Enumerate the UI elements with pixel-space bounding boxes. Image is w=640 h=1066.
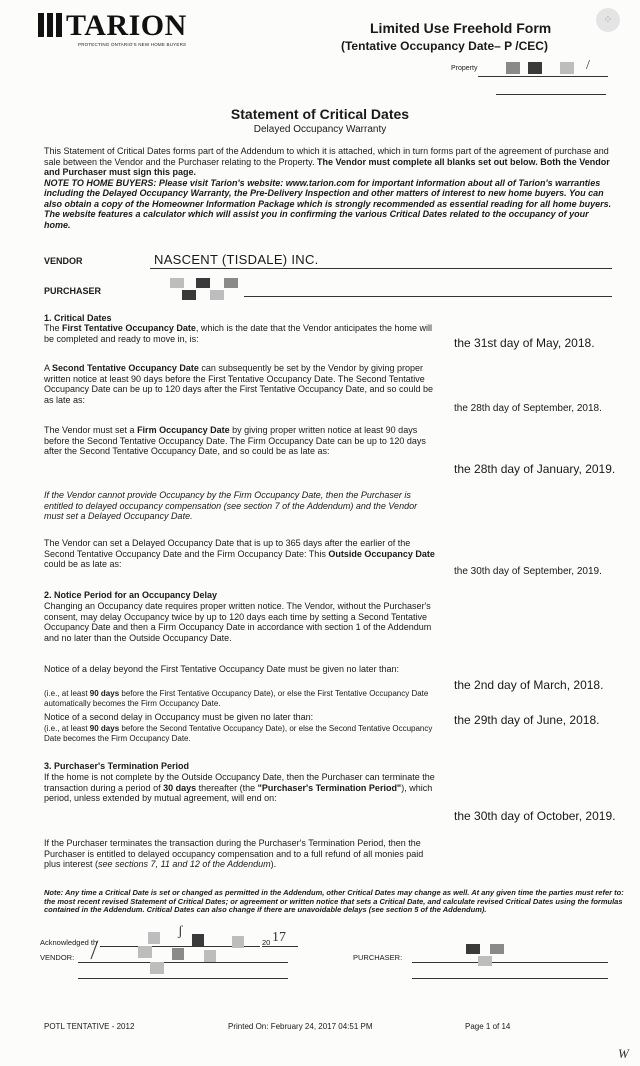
property-label: Property [451, 65, 478, 72]
second-tentative-text: A Second Tentative Occupancy Date can subsequently be set by the Vendor by giving proper written notice at least 90 days before the First Tentative Occupancy Date. The Second Tentative Occupancy Date can be up to 120 days after the First Tentative Occupancy Date, and so could be as late as: [44, 363, 434, 405]
purchaser-signature-line-2 [412, 978, 608, 979]
property-underline [478, 76, 608, 77]
vendor-label: VENDOR [44, 256, 83, 266]
acknowledged-label: Acknowledged th [40, 938, 98, 947]
footer-page-number: Page 1 of 14 [465, 1022, 511, 1031]
first-delay-text: Notice of a delay beyond the First Tentative Occupancy Date must be given no later than: [44, 664, 400, 674]
second-delay-date: the 29th day of June, 2018. [454, 713, 600, 727]
redaction-block [224, 278, 238, 288]
expand-icon[interactable]: ⁘ [596, 8, 620, 32]
property-underline-2 [496, 94, 606, 95]
purchaser-signature-line[interactable] [412, 962, 608, 963]
intro-paragraph-1: This Statement of Critical Dates forms part of the Addendum to which it is attached, which in turn forms part of the agreement of purchase and sale between the Vendor and the Purchaser relating to the Property. The Vendor must complete all blanks set out below. Both the Vendor and Purchaser must sign this page. [44, 146, 610, 177]
redaction-block [192, 934, 204, 946]
critical-dates-note: Note: Any time a Critical Date is set or changed as permitted in the Addendum, other Critical Dates may change as well. At any given time the parties must refer to: the most recent revised Statement of Critical Dates; or agreement or written notice that sets a Critical Date, and calculate revised Critical Dates using the formulas contained in the Addendum. Critical Dates can also change if there are unavoidable delays (see section 5 of the Addendum). [44, 888, 624, 915]
redaction-block [150, 962, 164, 974]
redaction-block [560, 62, 574, 74]
document-subtitle: Delayed Occupancy Warranty [253, 124, 387, 135]
second-delay-text: Notice of a second delay in Occupancy must be given no later than: [44, 712, 314, 722]
redaction-block [148, 932, 160, 944]
vendor-underline [150, 268, 612, 269]
redaction-block [204, 950, 216, 962]
second-delay-note: (i.e., at least 90 days before the Second Tentative Occupancy Date), or else the Second Tentative Occupancy Date becomes the Firm Occupancy Date. [44, 724, 433, 743]
year-prefix: 20 [262, 938, 271, 947]
section-1-heading: 1. Critical Dates [44, 313, 112, 323]
termination-period-text: If the home is not complete by the Outside Occupancy Date, then the Purchaser can terminate the transaction during a period of 30 days thereafter (the "Purchaser's Termination Period"), which period, unless extended by mutual agreement, will end on: [44, 772, 435, 803]
redaction-block [528, 62, 542, 74]
redaction-block [490, 944, 504, 954]
form-title: Limited Use Freehold Form [370, 20, 552, 36]
notice-period-text: Changing an Occupancy date requires proper written notice. The Vendor, without the Purchaser's consent, may delay Occupancy twice by up to 120 days each time by setting a Second Tentative Occupancy Date and then a Firm Occupancy Date in accordance with section 1 of the Addendum and no later than the Outside Occupancy Date. [44, 601, 432, 643]
first-tentative-text: The First Tentative Occupancy Date, which is the date that the Vendor anticipates the home will be completed and ready to move in, is: [44, 323, 433, 344]
vendor-signature-label: VENDOR: [40, 953, 75, 962]
second-tentative-date: the 28th day of September, 2018. [454, 403, 602, 414]
termination-date: the 30th day of October, 2019. [454, 809, 616, 823]
outside-occupancy-text: The Vendor can set a Delayed Occupancy Date that is up to 365 days after the earlier of the Second Tentative Occupancy Date and the Firm Occupancy Date: This Outside Occupancy Date could be as late as: [44, 538, 435, 569]
delayed-occupancy-note: If the Vendor cannot provide Occupancy by the Firm Occupancy Date, then the Purchaser is entitled to delayed occupancy compensation (see section 7 of the Addendum) and the Vendor must set a Delayed Occupancy Date. [44, 490, 418, 521]
footer-form-id: POTL TENTATIVE - 2012 [44, 1022, 135, 1031]
redaction-block [170, 278, 184, 288]
document-title: Statement of Critical Dates [230, 106, 410, 122]
logo-tagline: PROTECTING ONTARIO'S NEW HOME BUYERS [78, 42, 187, 47]
vendor-name: NASCENT (TISDALE) INC. [154, 252, 319, 267]
redaction-block [172, 948, 184, 960]
vendor-signature-line[interactable] [78, 962, 288, 963]
logo-text: TARION [66, 9, 187, 42]
handwritten-initial: ʃ [178, 924, 183, 939]
redaction-block [182, 290, 196, 300]
outside-occupancy-date: the 30th day of September, 2019. [454, 566, 602, 577]
intro-paragraphs [44, 146, 616, 230]
redaction-block [196, 278, 210, 288]
year-underline [262, 946, 298, 947]
first-delay-note: (i.e., at least 90 days before the First Tentative Occupancy Date), or else the First Tentative Occupancy Date automatically becomes the Firm Occupancy Date. [44, 689, 429, 708]
handwritten-slash: / [586, 58, 590, 73]
margin-handwriting: W [618, 1046, 629, 1061]
refund-text: If the Purchaser terminates the transaction during the Purchaser's Termination Period, then the Purchaser is entitled to delayed occupancy compensation and to a full refund of all monies paid plus interest (see sections 7, 11 and 12 of the Addendum). [44, 838, 424, 869]
redaction-block [506, 62, 520, 74]
footer-printed-on: Printed On: February 24, 2017 04:51 PM [228, 1022, 373, 1031]
section-3-heading: 3. Purchaser's Termination Period [44, 761, 190, 771]
vendor-signature-line-2 [78, 978, 288, 979]
redaction-block [466, 944, 480, 954]
purchaser-underline [244, 296, 612, 297]
purchaser-signature-label: PURCHASER: [353, 953, 403, 962]
form-subtitle: (Tentative Occupancy Date– P /CEC) [341, 39, 548, 53]
first-delay-date: the 2nd day of March, 2018. [454, 678, 604, 692]
redaction-block [478, 956, 492, 966]
vendor-signature-scribble: ⟋ [84, 938, 106, 964]
handwritten-year: 17 [272, 930, 286, 945]
firm-occupancy-date: the 28th day of January, 2019. [454, 462, 616, 476]
section-2-heading: 2. Notice Period for an Occupancy Delay [44, 590, 218, 600]
redaction-block [232, 936, 244, 948]
redaction-block [138, 946, 152, 958]
first-tentative-date: the 31st day of May, 2018. [454, 336, 595, 350]
logo-bars-icon [38, 13, 62, 37]
purchaser-label: PURCHASER [44, 286, 102, 296]
redaction-block [210, 290, 224, 300]
note-to-home-buyers: NOTE TO HOME BUYERS: Please visit Tarion's website: www.tarion.com for important information about all of Tarion's warranties including the Delayed Occupancy Warranty, the Pre-Delivery Inspection and other matters of interest to new home buyers. You can also obtain a copy of the Homeowner Information Package which is strongly recommended as essential reading for all home buyers. The website features a calculator which will assist you in confirming the various Critical Dates related to the occupancy of your home. [44, 177, 612, 230]
firm-occupancy-text: The Vendor must set a Firm Occupancy Date by giving proper written notice at least 90 days before the Second Tentative Occupancy Date. The Firm Occupancy Date can be up to 120 days after the Second Tentative Occupancy Date, and so could be as late as: [44, 425, 426, 456]
